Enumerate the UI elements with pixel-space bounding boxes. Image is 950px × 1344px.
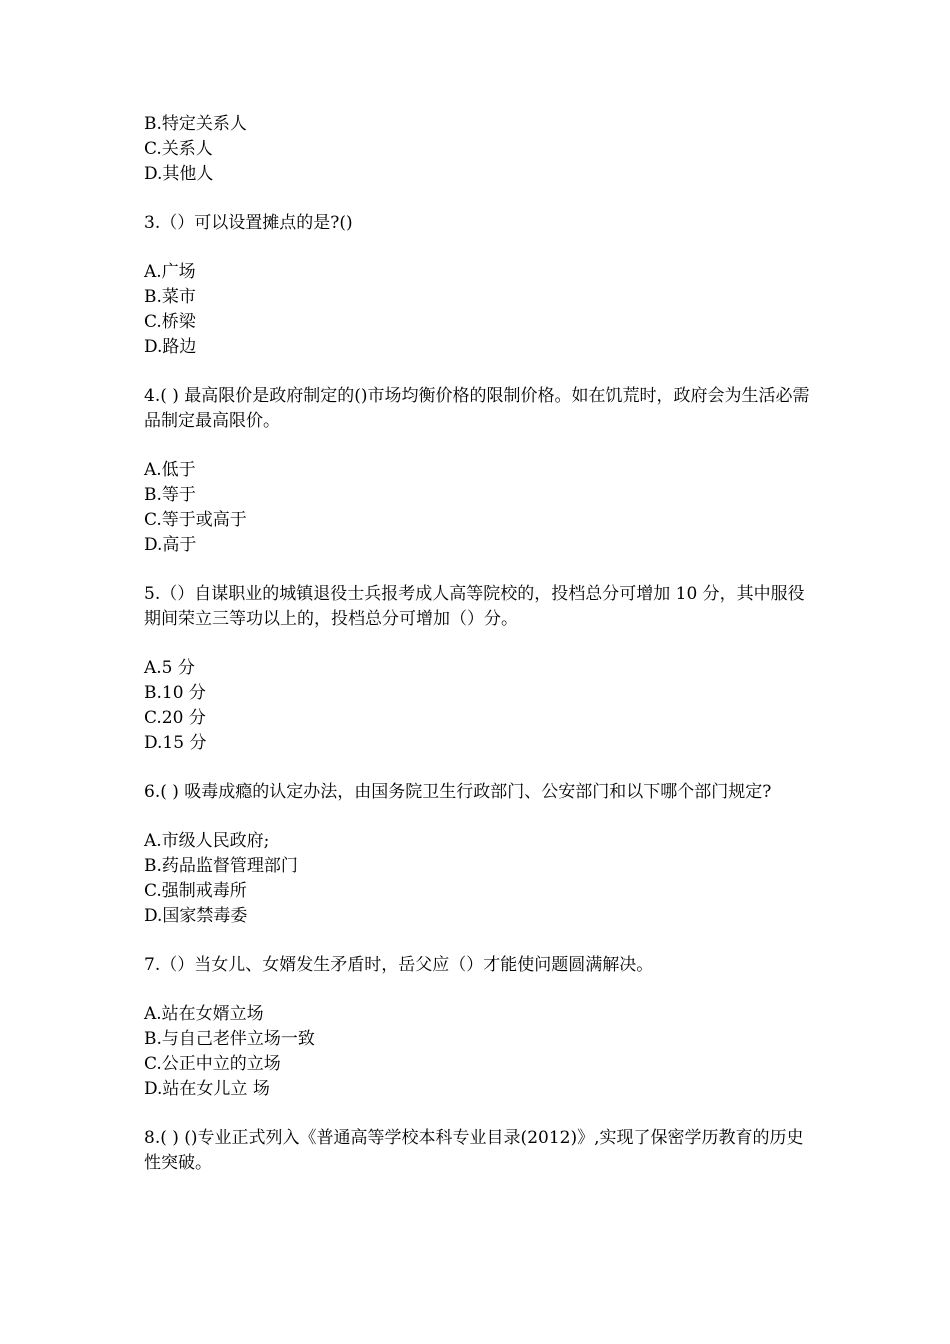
option-line: A.广场 — [144, 262, 196, 282]
option-line: A.站在女婿立场 — [144, 1004, 264, 1024]
option-line: C.等于或高于 — [144, 510, 247, 530]
question-stem: 3.（）可以设置摊点的是?() — [144, 213, 353, 233]
option-line: B.与自己老伴立场一致 — [144, 1029, 315, 1049]
option-line: C.桥梁 — [144, 312, 196, 332]
question-stem: 8.( ) ()专业正式列入《普通高等学校本科专业目录(2012)》,实现了保密学历教育的历史性突破。 — [144, 1128, 804, 1173]
option-line: A.市级人民政府; — [144, 831, 270, 851]
option-line: B.10 分 — [144, 683, 206, 703]
option-line: C.强制戒毒所 — [144, 881, 247, 901]
document-page — [144, 112, 814, 1176]
option-line: D.国家禁毒委 — [144, 906, 248, 926]
option-line: C.20 分 — [144, 708, 206, 728]
option-line: C.关系人 — [144, 139, 213, 159]
option-line: D.高于 — [144, 535, 197, 555]
question-4 — [144, 384, 814, 558]
option-line: B.等于 — [144, 485, 196, 505]
option-line: D.路边 — [144, 337, 197, 357]
leading-options — [144, 112, 814, 187]
question-stem: 7.（）当女儿、女婿发生矛盾时，岳父应（）才能使问题圆满解决。 — [144, 955, 654, 975]
question-7 — [144, 953, 814, 1102]
option-line: B.菜市 — [144, 287, 196, 307]
option-line: C.公正中立的立场 — [144, 1054, 281, 1074]
option-line: D.15 分 — [144, 733, 207, 753]
question-6 — [144, 780, 814, 929]
option-line: B.特定关系人 — [144, 114, 247, 134]
question-8 — [144, 1126, 814, 1176]
question-stem: 6.( ) 吸毒成瘾的认定办法，由国务院卫生行政部门、公安部门和以下哪个部门规定? — [144, 782, 772, 802]
option-line: D.其他人 — [144, 164, 214, 184]
option-line: A.5 分 — [144, 658, 195, 678]
option-line: A.低于 — [144, 460, 196, 480]
option-line: B.药品监督管理部门 — [144, 856, 298, 876]
question-3 — [144, 211, 814, 360]
option-line: D.站在女儿立 场 — [144, 1079, 270, 1099]
question-stem: 4.( ) 最高限价是政府制定的()市场均衡价格的限制价格。如在饥荒时，政府会为生活必需品制定最高限价。 — [144, 386, 810, 431]
question-stem: 5.（）自谋职业的城镇退役士兵报考成人高等院校的，投档总分可增加 10 分，其中服役期间荣立三等功以上的，投档总分可增加（）分。 — [144, 584, 805, 629]
question-5 — [144, 582, 814, 756]
